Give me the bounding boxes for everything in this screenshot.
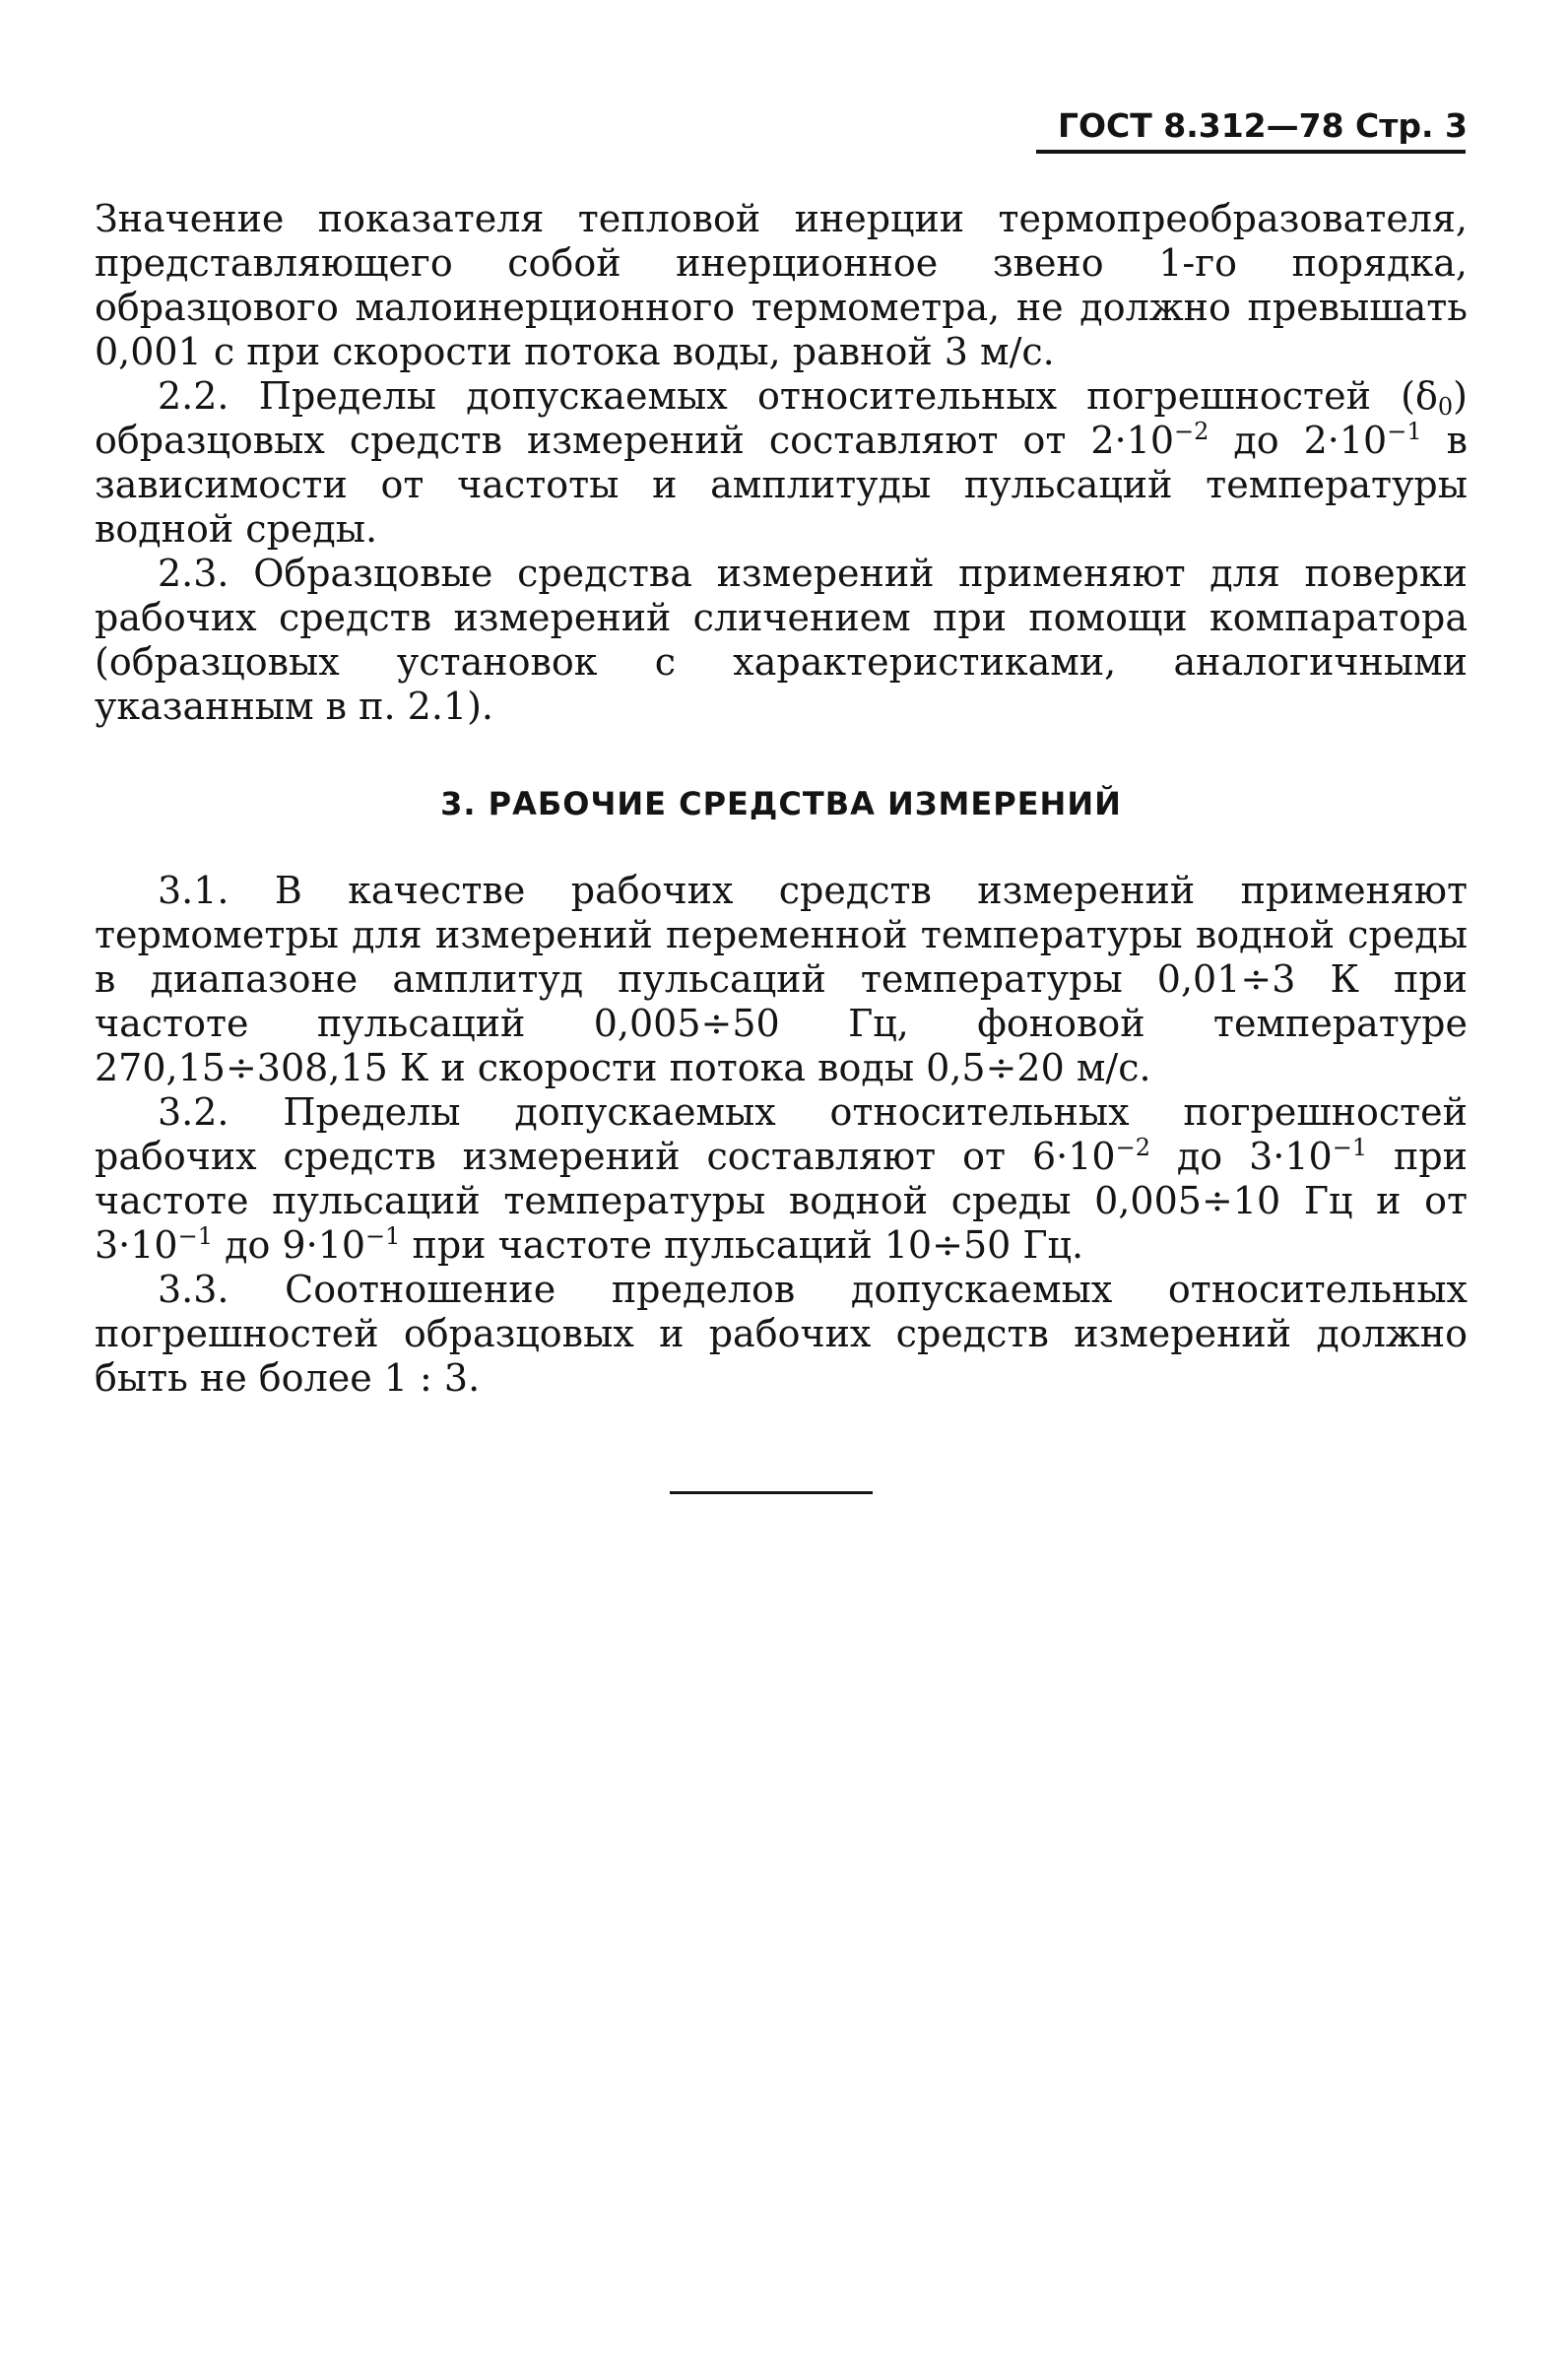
delta-subscript: 0 <box>1437 393 1454 421</box>
document-body <box>95 197 1468 1401</box>
exponent-2: −1 <box>1332 1134 1368 1161</box>
exponent-4: −1 <box>365 1222 401 1250</box>
exponent-1: −2 <box>1115 1134 1150 1161</box>
paragraph-2-2-text-b: ) образцовых средств измерений составляют от 2·10 <box>95 374 1468 462</box>
paragraph-2-2 <box>95 374 1468 552</box>
page-header: ГОСТ 8.312—78 Стр. 3 <box>1057 106 1468 145</box>
paragraph-3-2-text-a: 3.2. Пределы допускаемых относительных погрешностей рабочих средств измерений составляют от 6·10 <box>95 1090 1468 1178</box>
paragraph-3-2-text-e: при частоте пульсаций 10÷50 Гц. <box>400 1223 1084 1267</box>
section-title: 3. РАБОЧИЕ СРЕДСТВА ИЗМЕРЕНИЙ <box>440 785 1122 822</box>
paragraph-thermal-inertia: Значение показателя тепловой инерции термопреобразователя, представляющего собой инерционное звено 1-го порядка, образцового малоинерционного термометра, не должно превышать 0,001 с при скорости потока воды, равной 3 м/с. <box>95 197 1468 373</box>
paragraph-3-2-text-d: до 9·10 <box>213 1223 366 1267</box>
paragraph-2-3: 2.3. Образцовые средства измерений применяют для поверки рабочих средств измерений сличением при помощи компаратора (образцовых установок с характеристиками, аналогичными указанным в п. 2.1). <box>95 552 1468 728</box>
paragraph-2-2-text-d: в зависимости от частоты и амплитуды пульсаций температуры водной среды. <box>95 419 1468 551</box>
exponent-2: −1 <box>1387 418 1422 445</box>
header-rule <box>1036 150 1466 154</box>
paragraph-2-2-text-c: до 2·10 <box>1209 419 1388 462</box>
paragraph-3-3: 3.3. Соотношение пределов допускаемых относительных погрешностей образцовых и рабочих средств измерений должно быть не более 1 : 3. <box>95 1268 1468 1400</box>
paragraph-2-2-text-a: 2.2. Пределы допускаемых относительных погрешностей (δ <box>158 374 1438 418</box>
paragraph-3-2-text-b: до 3·10 <box>1149 1135 1333 1178</box>
paragraph-3-1: 3.1. В качестве рабочих средств измерений применяют термометры для измерений переменной температуры водной среды в диапазоне амплитуд пульсаций температуры 0,01÷3 К при частоте пульсаций 0,005÷50 Гц, фоновой температуре 270,15÷308,15 К и скорости потока воды 0,5÷20 м/с. <box>95 869 1468 1089</box>
exponent-3: −1 <box>177 1222 213 1250</box>
end-rule <box>670 1491 873 1494</box>
exponent-1: −2 <box>1174 418 1209 445</box>
paragraph-3-2-text-c: при частоте пульсаций температуры водной среды 0,005÷10 Гц и от 3·10 <box>95 1135 1468 1267</box>
paragraph-3-2 <box>95 1090 1468 1268</box>
